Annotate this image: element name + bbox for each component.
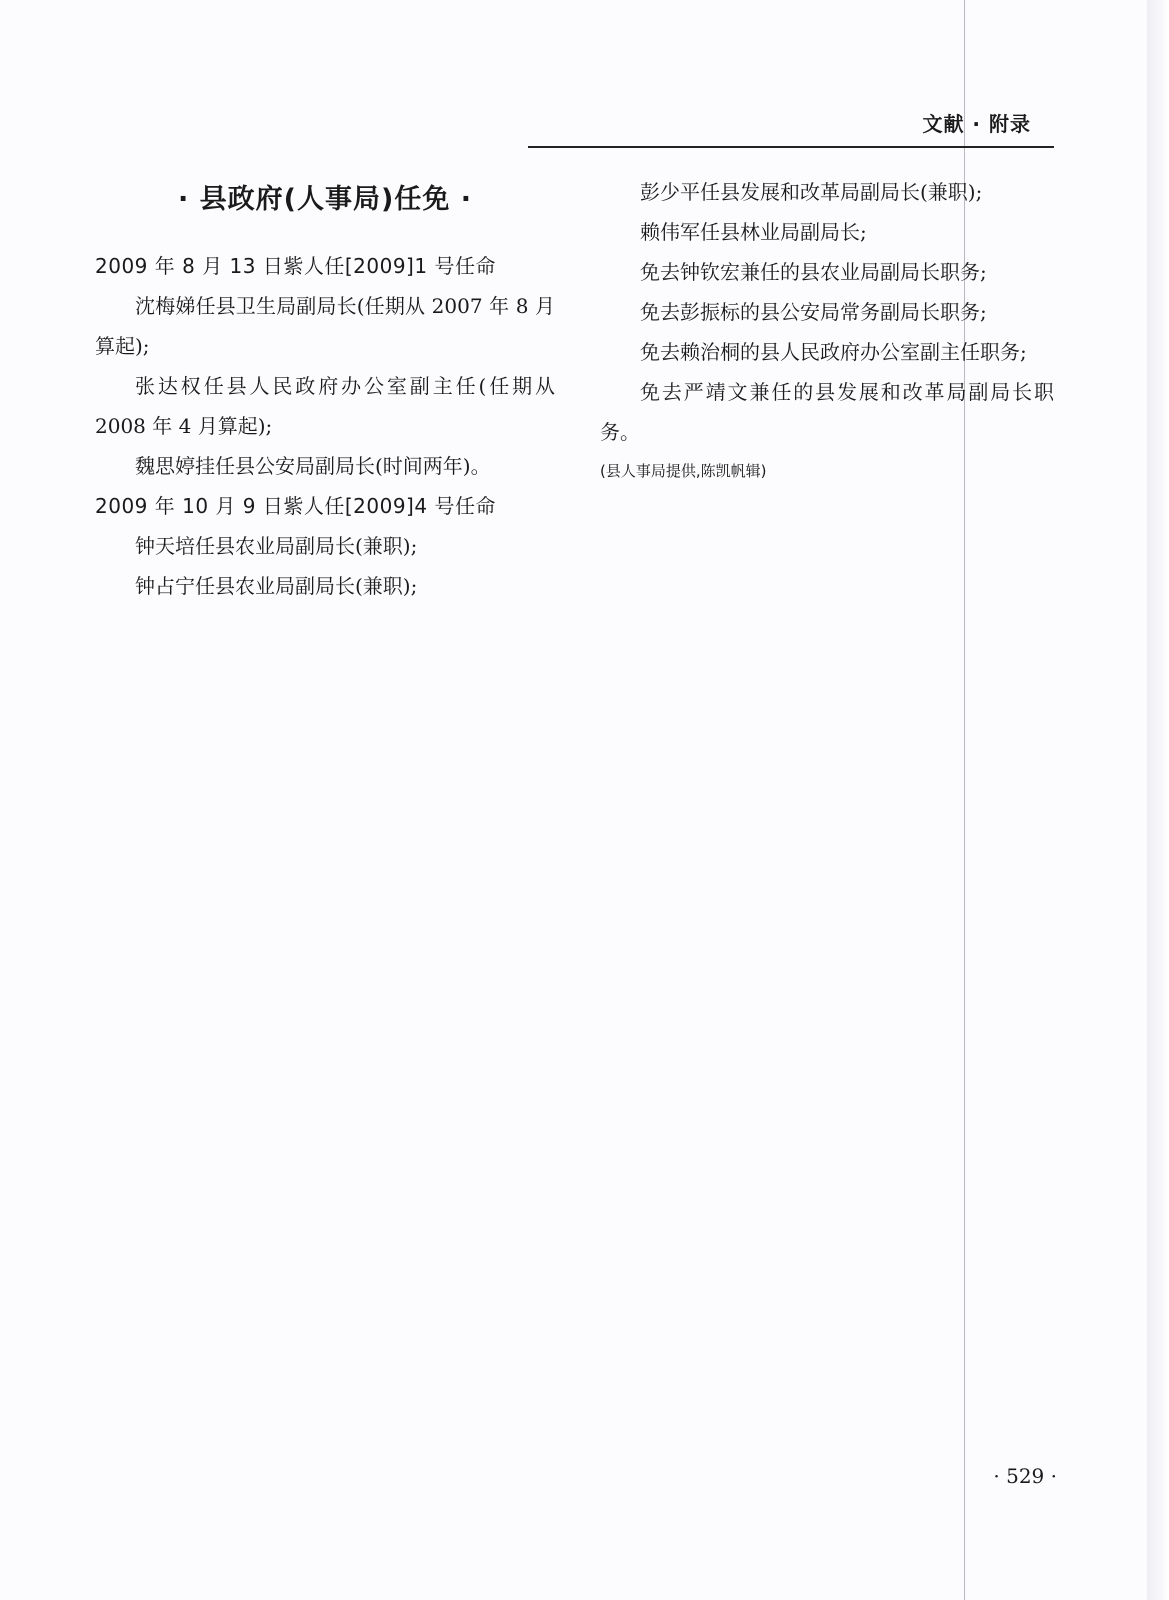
appointment-item: 钟天培任县农业局副局长(兼职);	[135, 534, 418, 558]
section-title: · 县政府(人事局)任免 ·	[178, 184, 472, 215]
source-credit: (县人事局提供,陈凯帆辑)	[600, 462, 767, 480]
order-line: 2009 年 8 月 13 日紫人任[2009]1 号任命	[95, 254, 496, 278]
appointment-item: 钟占宁任县农业局副局长(兼职);	[135, 574, 418, 598]
dismissal-item: 免去钟钦宏兼任的县农业局副局长职务;	[640, 260, 987, 284]
appointment-item: 彭少平任县发展和改革局副局长(兼职);	[640, 180, 983, 204]
appointment-item: 赖伟军任县林业局副局长;	[640, 220, 867, 244]
page-number: · 529 ·	[993, 1464, 1057, 1488]
order-line: 2009 年 10 月 9 日紫人任[2009]4 号任命	[95, 494, 496, 518]
dismissal-item: 免去彭振标的县公安局常务副局长职务;	[640, 300, 987, 324]
header-rule	[528, 146, 1054, 148]
appointment-item: 沈梅娣任县卫生局副局长(任期从 2007 年 8 月算起);	[95, 294, 555, 358]
appointment-item: 魏思婷挂任县公安局副局长(时间两年)。	[135, 454, 491, 478]
scan-edge-shadow	[1147, 0, 1169, 1600]
right-column	[600, 172, 1054, 486]
dismissal-item: 免去严靖文兼任的县发展和改革局副局长职务。	[600, 380, 1054, 444]
left-column	[95, 178, 555, 606]
running-head: 文献 · 附录	[922, 112, 1031, 136]
appointment-item: 张达权任县人民政府办公室副主任(任期从 2008 年 4 月算起);	[95, 374, 555, 438]
dismissal-item: 免去赖治桐的县人民政府办公室副主任职务;	[640, 340, 1027, 364]
